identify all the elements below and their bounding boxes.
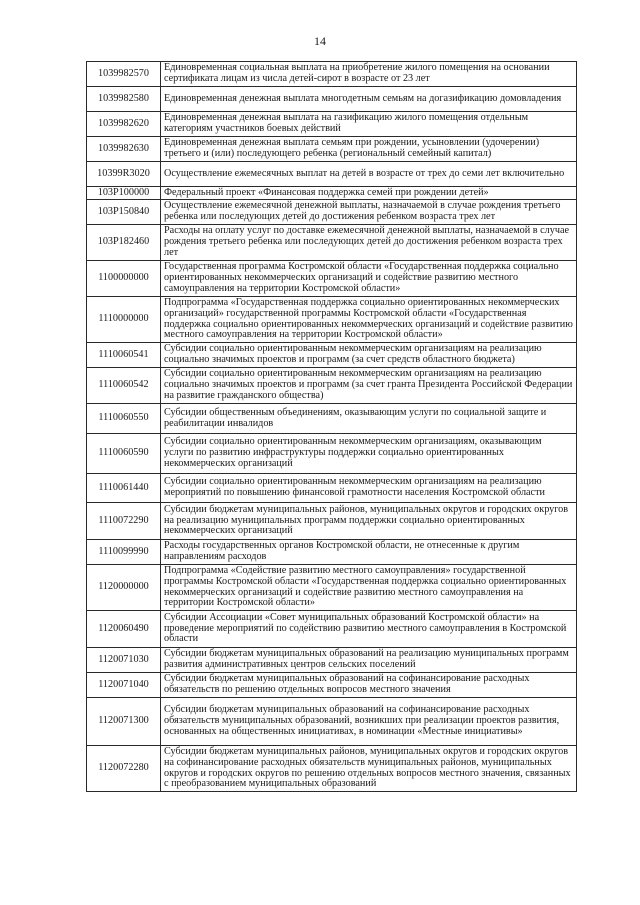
row-code: 10399R3020: [87, 162, 161, 187]
row-code: 1110099990: [87, 540, 161, 565]
row-description: Субсидии бюджетам муниципальных образований на софинансирование расходных обязательств по решению отдельных вопросов местного значения: [161, 673, 577, 698]
row-code: 1120071040: [87, 673, 161, 698]
table-row: [87, 162, 577, 187]
row-description: Субсидии Ассоциации «Совет муниципальных образований Костромской области» на проведение мероприятий по содействию развитию местного самоуправления в Костромской области: [161, 611, 577, 648]
table-row: [87, 297, 577, 343]
table-row: [87, 187, 577, 200]
table-row: [87, 137, 577, 162]
row-code: 1039982630: [87, 137, 161, 162]
table-row: [87, 261, 577, 297]
row-description: Подпрограмма «Содействие развитию местного самоуправления» государственной программы Костромской области «Государственная поддержка социально ориентированных некоммерческих организаций и содействие развитию местного самоуправления на территории Костромской области»: [161, 565, 577, 611]
row-code: 1100000000: [87, 261, 161, 297]
row-code: 1039982570: [87, 62, 161, 87]
table-row: [87, 565, 577, 611]
row-description: Федеральный проект «Финансовая поддержка семей при рождении детей»: [161, 187, 577, 200]
row-description: Субсидии социально ориентированным некоммерческим организациям на реализацию социально значимых проектов и программ (за счет средств областного бюджета): [161, 343, 577, 368]
row-code: 1120072280: [87, 746, 161, 792]
table-row: [87, 343, 577, 368]
row-description: Расходы на оплату услуг по доставке ежемесячной денежной выплаты, назначаемой в случае рождения третьего ребенка или последующих детей до достижения ребенком возраста трех лет: [161, 225, 577, 261]
row-code: 1110072290: [87, 503, 161, 540]
row-code: 1110060590: [87, 434, 161, 474]
row-code: 1110060542: [87, 368, 161, 404]
row-description: Осуществление ежемесячных выплат на детей в возрасте от трех до семи лет включительно: [161, 162, 577, 187]
row-code: 1039982620: [87, 112, 161, 137]
row-description: Субсидии бюджетам муниципальных районов, муниципальных округов и городских округов на реализацию муниципальных программ поддержки социально ориентированных некоммерческих организаций: [161, 503, 577, 540]
row-description: Субсидии социально ориентированным некоммерческим организациям, оказывающим услуги по развитию инфраструктуры поддержки социально ориентированных некоммерческих организаций: [161, 434, 577, 474]
table-row: [87, 698, 577, 746]
row-code: 1110000000: [87, 297, 161, 343]
row-description: Субсидии социально ориентированным некоммерческим организациям на реализацию мероприятий по повышению финансовой грамотности населения Костромской области: [161, 474, 577, 503]
table-row: [87, 368, 577, 404]
row-code: 1110060541: [87, 343, 161, 368]
table-row: [87, 611, 577, 648]
row-description: Расходы государственных органов Костромской области, не отнесенные к другим направлениям расходов: [161, 540, 577, 565]
page-number: 14: [314, 34, 326, 48]
row-description: Субсидии бюджетам муниципальных образований на софинансирование расходных обязательств муниципальных образований, возникших при реализации проектов развития, основанных на общественных инициативах, в номинации «Местные инициативы»: [161, 698, 577, 746]
table-row: [87, 474, 577, 503]
row-code: 1120071030: [87, 648, 161, 673]
row-code: 1039982580: [87, 87, 161, 112]
table-row: [87, 62, 577, 87]
table-row: [87, 746, 577, 792]
table-row: [87, 87, 577, 112]
row-description: Субсидии социально ориентированным некоммерческим организациям на реализацию социально значимых проектов и программ (за счет гранта Президента Российской Федерации на развитие гражданского общества): [161, 368, 577, 404]
row-description: Государственная программа Костромской области «Государственная поддержка социально ориентированных некоммерческих организаций и содействие развитию местного самоуправления на территории Костромской области»: [161, 261, 577, 297]
table-body: [87, 62, 577, 792]
row-description: Единовременная денежная выплата на газификацию жилого помещения отдельным категориям участников боевых действий: [161, 112, 577, 137]
row-code: 103P182460: [87, 225, 161, 261]
table-row: [87, 648, 577, 673]
row-code: 103P150840: [87, 200, 161, 225]
row-description: Подпрограмма «Государственная поддержка социально ориентированных некоммерческих организаций» государственной программы Костромской области «Государственная поддержка социально ориентированных некоммерческих организаций и содействие развитию местного самоуправления на территории Костромской области»: [161, 297, 577, 343]
table-row: [87, 404, 577, 434]
row-description: Субсидии бюджетам муниципальных образований на реализацию муниципальных программ развития административных центров сельских поселений: [161, 648, 577, 673]
table-row: [87, 540, 577, 565]
row-code: 1120000000: [87, 565, 161, 611]
row-description: Единовременная социальная выплата на приобретение жилого помещения на основании сертификата лицам из числа детей-сирот в возрасте от 23 лет: [161, 62, 577, 87]
table-row: [87, 225, 577, 261]
row-description: Субсидии бюджетам муниципальных районов, муниципальных округов и городских округов на софинансирование расходных обязательств муниципальных районов, муниципальных округов и городских округов по решению отдельных вопросов местного значения, связанных с преобразованием муниципальных образований: [161, 746, 577, 792]
row-description: Субсидии общественным объединениям, оказывающим услуги по социальной защите и реабилитации инвалидов: [161, 404, 577, 434]
table-row: [87, 434, 577, 474]
row-description: Единовременная денежная выплата семьям при рождении, усыновлении (удочерении) третьего и (или) последующего ребенка (региональный семейный капитал): [161, 137, 577, 162]
table-row: [87, 112, 577, 137]
table-row: [87, 503, 577, 540]
row-code: 103P100000: [87, 187, 161, 200]
budget-classification-table: [86, 61, 577, 792]
table-row: [87, 673, 577, 698]
row-code: 1120060490: [87, 611, 161, 648]
row-description: Осуществление ежемесячной денежной выплаты, назначаемой в случае рождения третьего ребенка или последующих детей до достижения ребенком возраста трех лет: [161, 200, 577, 225]
table-row: [87, 200, 577, 225]
row-code: 1110061440: [87, 474, 161, 503]
row-description: Единовременная денежная выплата многодетным семьям на догазификацию домовладения: [161, 87, 577, 112]
row-code: 1110060550: [87, 404, 161, 434]
row-code: 1120071300: [87, 698, 161, 746]
